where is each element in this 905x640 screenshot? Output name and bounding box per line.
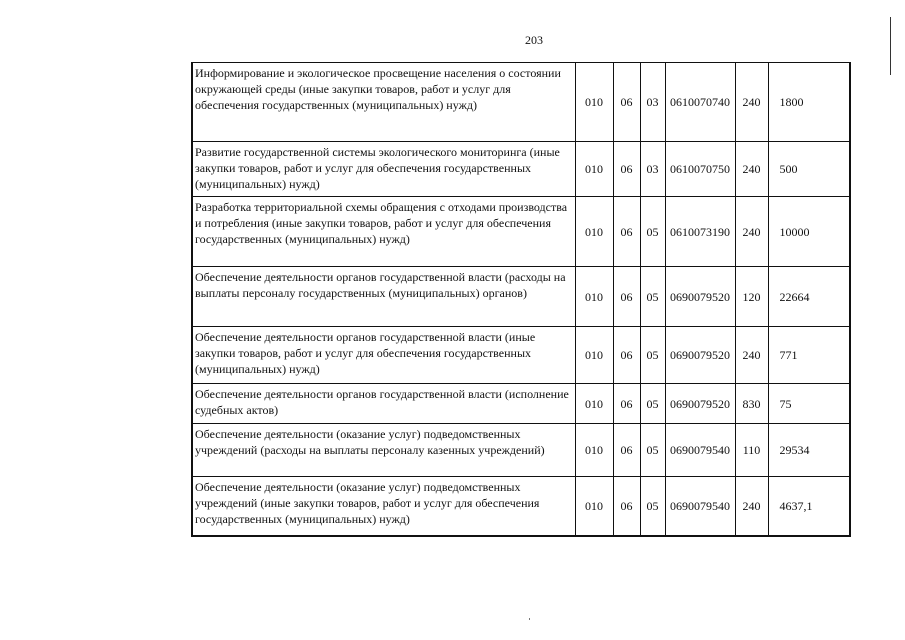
expense-name: Информирование и экологическое просвещение населения о состоянии окружающей среды (иные закупки товаров, работ и услуг для обеспечения государственных (муниципальных) нужд) (192, 63, 575, 142)
item-code: 05 (640, 384, 665, 424)
subsection-code: 06 (613, 197, 640, 267)
expense-type-code: 240 (735, 142, 768, 197)
section-code: 010 (575, 477, 613, 536)
item-code: 05 (640, 424, 665, 477)
subsection-code: 06 (613, 142, 640, 197)
item-code: 05 (640, 267, 665, 327)
section-code: 010 (575, 63, 613, 142)
amount: 1800 (768, 63, 850, 142)
expense-type-code: 240 (735, 477, 768, 536)
target-article-code: 0690079540 (665, 424, 735, 477)
target-article-code: 0690079540 (665, 477, 735, 536)
expense-name: Обеспечение деятельности органов государственной власти (исполнение судебных актов) (192, 384, 575, 424)
amount: 4637,1 (768, 477, 850, 536)
section-code: 010 (575, 384, 613, 424)
subsection-code: 06 (613, 267, 640, 327)
amount: 75 (768, 384, 850, 424)
item-code: 03 (640, 63, 665, 142)
scan-speck (529, 618, 530, 620)
subsection-code: 06 (613, 327, 640, 384)
expense-name: Развитие государственной системы экологического мониторинга (иные закупки товаров, работ и услуг для обеспечения государственных (муниципальных) нужд) (192, 142, 575, 197)
item-code: 05 (640, 477, 665, 536)
amount: 29534 (768, 424, 850, 477)
table-row (192, 267, 850, 327)
amount: 500 (768, 142, 850, 197)
target-article-code: 0690079520 (665, 267, 735, 327)
section-code: 010 (575, 327, 613, 384)
table-row (192, 63, 850, 142)
section-code: 010 (575, 267, 613, 327)
table-row (192, 197, 850, 267)
expense-name: Обеспечение деятельности (оказание услуг) подведомственных учреждений (иные закупки товаров, работ и услуг для обеспечения государственных (муниципальных) нужд) (192, 477, 575, 536)
table-row (192, 142, 850, 197)
expense-name: Обеспечение деятельности органов государственной власти (иные закупки товаров, работ и услуг для обеспечения государственных (муниципальных) нужд) (192, 327, 575, 384)
expense-type-code: 120 (735, 267, 768, 327)
table-row (192, 424, 850, 477)
scan-edge-line (890, 17, 891, 75)
target-article-code: 0690079520 (665, 327, 735, 384)
expense-type-code: 240 (735, 327, 768, 384)
item-code: 03 (640, 142, 665, 197)
section-code: 010 (575, 142, 613, 197)
table-row (192, 327, 850, 384)
subsection-code: 06 (613, 384, 640, 424)
section-code: 010 (575, 197, 613, 267)
subsection-code: 06 (613, 477, 640, 536)
amount: 771 (768, 327, 850, 384)
subsection-code: 06 (613, 424, 640, 477)
expense-name: Обеспечение деятельности органов государственной власти (расходы на выплаты персоналу государственных (муниципальных) органов) (192, 267, 575, 327)
amount: 10000 (768, 197, 850, 267)
table-row (192, 384, 850, 424)
item-code: 05 (640, 197, 665, 267)
target-article-code: 0690079520 (665, 384, 735, 424)
expense-type-code: 110 (735, 424, 768, 477)
section-code: 010 (575, 424, 613, 477)
expense-type-code: 830 (735, 384, 768, 424)
target-article-code: 0610070750 (665, 142, 735, 197)
item-code: 05 (640, 327, 665, 384)
page-number: 203 (525, 33, 543, 47)
expense-type-code: 240 (735, 197, 768, 267)
target-article-code: 0610070740 (665, 63, 735, 142)
subsection-code: 06 (613, 63, 640, 142)
budget-table-body (192, 63, 850, 536)
target-article-code: 0610073190 (665, 197, 735, 267)
amount: 22664 (768, 267, 850, 327)
expense-name: Обеспечение деятельности (оказание услуг) подведомственных учреждений (расходы на выплаты персоналу казенных учреждений) (192, 424, 575, 477)
expense-name: Разработка территориальной схемы обращения с отходами производства и потребления (иные закупки товаров, работ и услуг для обеспечения государственных (муниципальных) нужд) (192, 197, 575, 267)
expense-type-code: 240 (735, 63, 768, 142)
table-row (192, 477, 850, 536)
budget-table (191, 62, 851, 537)
